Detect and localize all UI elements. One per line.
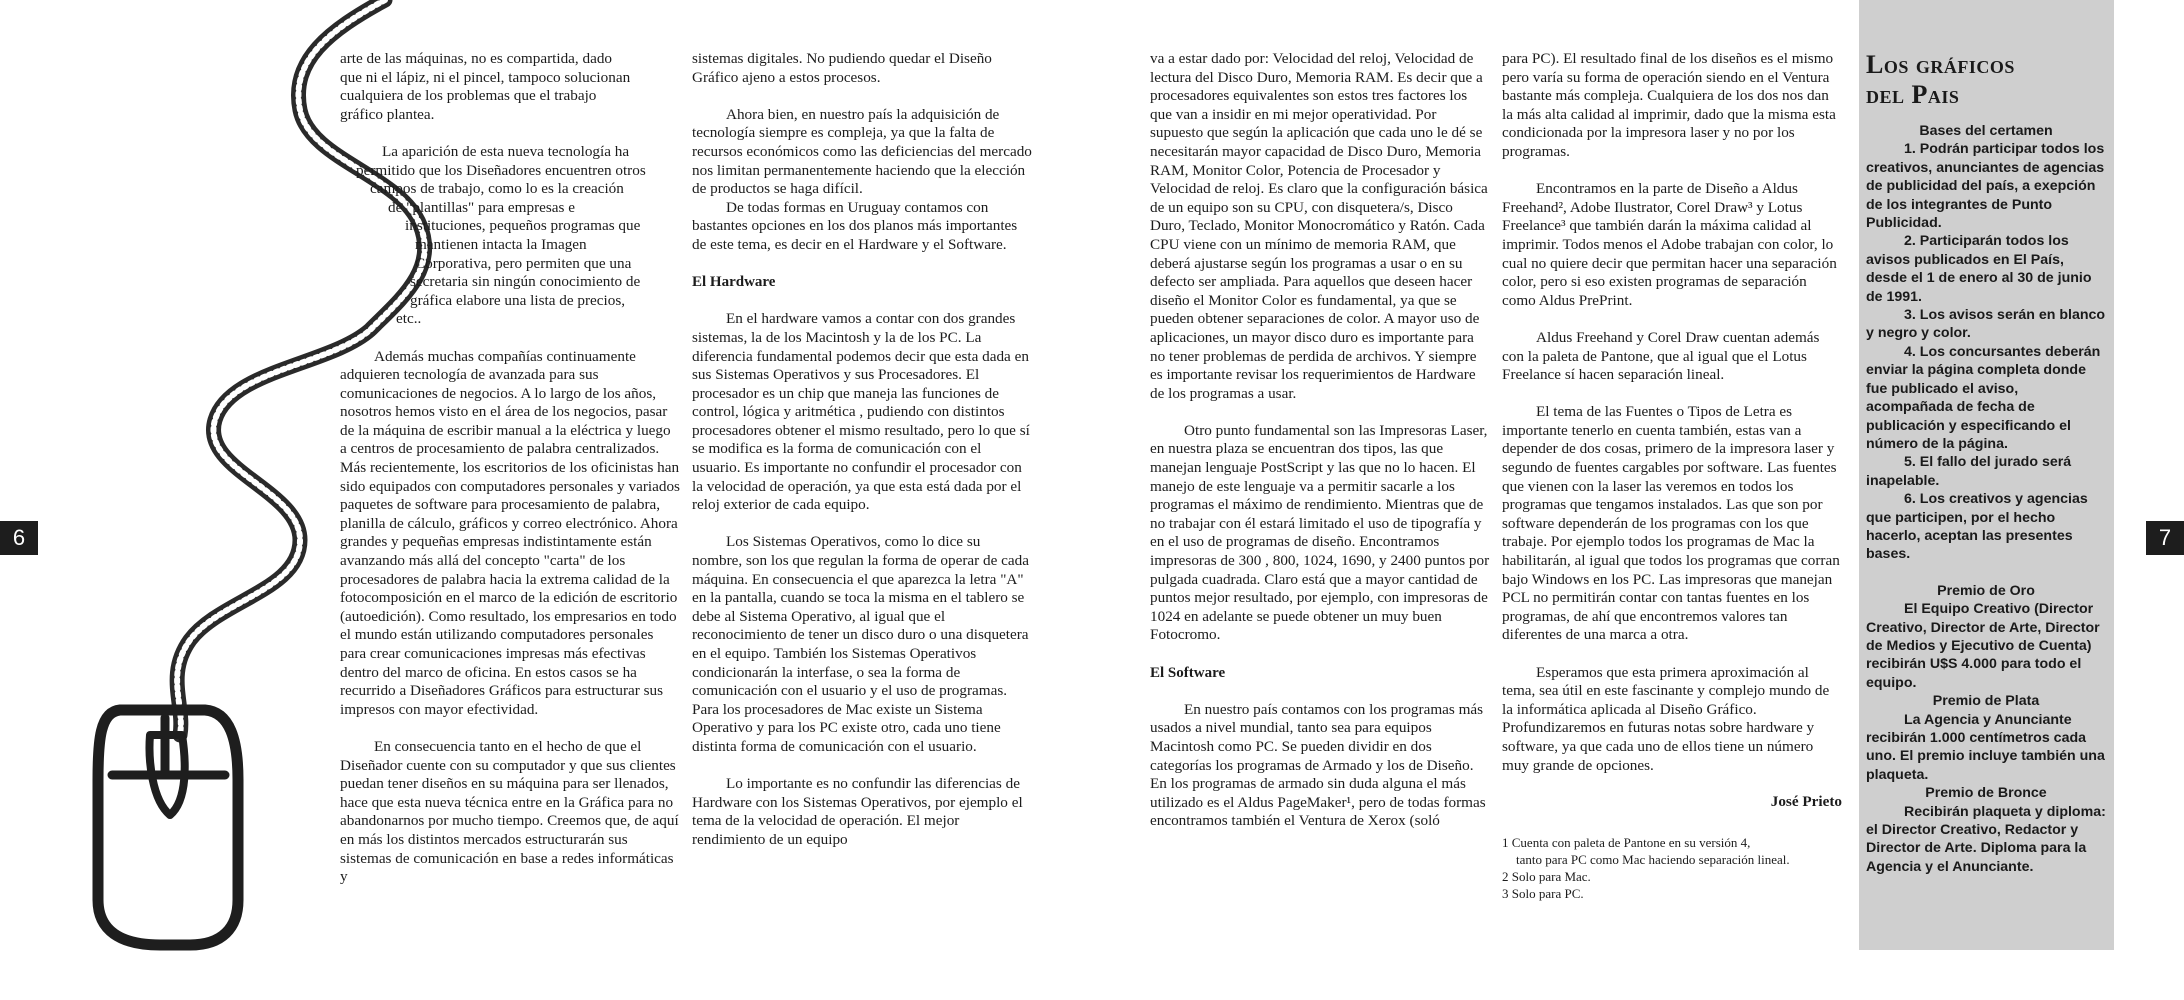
sidebar-title: [1866, 50, 2106, 110]
col2-paragraph-1: sistemas digitales. No pudiendo quedar el Diseño Gráfico ajeno a estos procesos.: [692, 50, 992, 86]
heading-software: El Software: [1150, 664, 1226, 681]
rule-item: 3. Los avisos serán en blanco y negro y color.: [1866, 307, 2106, 342]
wrap-line: campos de trabajo, como lo es la creación: [370, 180, 624, 198]
wrap-line: gráfica elabore una lista de precios,: [410, 291, 626, 309]
col4-paragraph-3: Aldus Freehand y Corel Draw cuentan además con la paleta de Pantone, que al igual que el Lotus Freelance sí hacen separación lineal.: [1502, 328, 1820, 384]
col4-paragraph-5: Esperamos que esta primera aproximación al tema, sea útil en este fascinante y complejo mundo de la informática aplicada al Diseño Gráfico. Profundizaremos en futuras notas sobre hardware y software, ya que cada uno de ellos tiene un número muy grande de opciones.: [1502, 663, 1830, 774]
wrap-line: cualquiera de los problemas que el trabajo: [340, 87, 597, 105]
contest-sidebar: [1859, 0, 2114, 950]
article-column-4: [1502, 50, 1842, 902]
sidebar-title-line-2: del Pais: [1866, 80, 1960, 109]
wrap-line: de "plantillas" para empresas e: [388, 198, 575, 216]
wrap-line: permitido que los Diseñadores encuentren otros: [356, 161, 646, 179]
rule-item: 2. Participarán todos los avisos publicados en El País, desde el 1 de enero al 30 de junio de 1991.: [1866, 233, 2092, 305]
col4-paragraph-2: Encontramos en la parte de Diseño a Aldus Freehand², Adobe Ilustrator, Corel Draw³ y Lotus Freelance³ que también darán la máxima calidad al imprimir. Todos menos el Adobe trabajan con color, lo cual no quiere decir que permitan hacer una separación color, pero si eso existen programas de separación como Aldus PrePrint.: [1502, 180, 1837, 309]
prize-bronze-title: Premio de Bronce: [1925, 785, 2047, 802]
rule-item: 4. Los concursantes deberán enviar la página completa donde fue publicado el aviso, acompañada de fecha de publicación y especificando el número de la página.: [1866, 343, 2101, 452]
col2-paragraph-4: En el hardware vamos a contar con dos grandes sistemas, la de los Macintosh y la de los PC. La diferencia fundamental podemos decir que esta dada en sus Sistemas Operativos y sus Procesadores. El procesador es un chip que maneja las funciones de control, lógica y aritmética , pudiendo con distintos procesadores obtener el mismo resultado, pero lo que sí se modifica es la forma de comunicación con el usuario. Es importante no confundir el procesador con la velocidad de operación, ya que esta está dada por el reloj exterior de cada equipo.: [692, 310, 1030, 514]
wrap-line: Corporativa, pero permiten que una: [415, 254, 632, 272]
article-column-3: [1150, 50, 1490, 831]
rule-item: 6. Los creativos y agencias que participen, por el hecho hacerlo, aceptan las presentes bases.: [1866, 491, 2088, 563]
wrap-line: arte de las máquinas, no es compartida, dado: [340, 50, 613, 67]
rule-item: 1. Podrán participar todos los creativos, anunciantes de agencias de publicidad del país, a exepción de los integrantes de Punto Publicidad.: [1866, 141, 2105, 232]
page-number-left: 6: [0, 521, 38, 555]
sidebar-subtitle: Bases del certamen: [1919, 123, 2053, 139]
col3-paragraph-3: En nuestro país contamos con los programas más usados a nivel mundial, tanto sea para equipos Macintosh como PC. Se pueden dividir en dos categorías los programas de Armado y los de Diseño. En los programas de armado sin duda alguna el más utilizado es el Aldus PageMaker¹, pero de todas formas encontramos también el Ventura de Xerox (soló: [1150, 700, 1486, 830]
wrap-line: La aparición de esta nueva tecnología ha: [382, 142, 630, 160]
prize-bronze-text: Recibirán plaqueta y diploma: el Director Creativo, Redactor y Director de Arte. Diploma para la Agencia y el Anunciante.: [1866, 803, 2106, 875]
col2-paragraph-2: Ahora bien, en nuestro país la adquisición de tecnología siempre es compleja, ya que la falta de recursos económicos como las deficiencias del mercado nos limitan permanentemente haciendo que la elección de productos se haga difícil.: [692, 105, 1032, 198]
footnote: 1 Cuenta con paleta de Pantone en su versión 4,: [1502, 834, 1751, 850]
footnotes: [1502, 834, 1842, 902]
prize-gold-text: El Equipo Creativo (Director Creativo, Director de Arte, Director de Medios y Ejecutivo de Cuenta) recibirán U$S 4.000 para todo el equipo.: [1866, 601, 2100, 691]
prize-gold-title: Premio de Oro: [1937, 582, 2035, 599]
wrap-line: mantienen intacta la Imagen: [415, 235, 587, 253]
wrap-line: que ni el lápiz, ni el pincel, tampoco solucionan: [340, 68, 631, 86]
page-number-right: 7: [2146, 521, 2184, 555]
col1-paragraph-1: [340, 50, 680, 124]
col2-paragraph-5: Los Sistemas Operativos, como lo dice su nombre, son los que regulan la forma de operar de cada máquina. En consecuencia el que aparezca la letra "A" en la pantalla, cuando se toca la misma en el tablero se debe al Sistema Operativo, al igual que el reconocimiento de tener un disco duro o una disquetera en el equipo. También los Sistemas Operativos condicionarán la interfase, o sea la forma de comunicación con el usuario y el uso de programas. Para los procesadores de Mac existe un Sistema Operativo y para los PC existe otro, cada uno tiene distinta forma de comunicación con el usuario.: [692, 533, 1029, 755]
col4-paragraph-4: El tema de las Fuentes o Tipos de Letra es importante tenerlo en cuenta también, estas van a depender de dos cosas, primero de la impresora laser y segundo de fuentes cargables por software. Las fuentes que vienen con la laser las veremos en todos los programas que tengamos instalados. Las que son por software dependerán de los programas con los que trabaje. Por ejemplo todos los programas de Mac la habilitarán, al igual que todos los programas que corran bajo Windows en los PC. Las impresoras que manejan PCL no permitirán contar con tantas fuentes en los programas, de ahí que encontremos valores tan diferentes de una marca a otra.: [1502, 403, 1840, 644]
wrap-line: secretaria sin ningún conocimiento de: [410, 273, 641, 291]
article-column-2: [692, 50, 1032, 850]
rule-item: 5. El fallo del jurado será inapelable.: [1866, 454, 2072, 489]
wrap-line: etc..: [396, 310, 422, 328]
col3-paragraph-2: Otro punto fundamental son las Impresoras Laser, en nuestra plaza se encuentran dos tipos, las que manejan lenguaje PostScript y las que no lo hacen. El manejo de este lenguaje va a permitir sacarle a los programas el máximo de rendimiento. Mientras que de no trabajar con él estará limitado el uso de tipografía y en el uso de programas de diseño. Encontramos impresoras de 300 , 800, 1024, 1690, y 2400 puntos por pulgada cuadrada. Claro está que a mayor cantidad de puntos mejor resultado, por ejemplo, con impresoras de 1024 en adelante se puede obtener un muy buen Fotocromo.: [1150, 421, 1490, 644]
author-signature: José Prieto: [1770, 793, 1842, 811]
col1-paragraph-3: Además muchas compañías continuamente adquieren tecnología de avanzada para sus comunicaciones de negocios. A lo largo de los años, nosotros hemos visto en el área de los negocios, pasar de la máquina de escribir manual a la eléctrica y luego a centros de procesamiento de palabra centralizados. Más recientemente, los escritorios de los oficinistas han sido equipados con computadores personales y variados paquetes de software para procesamiento de palabra, planilla de cálculo, gráficos y correo electrónico. Ahora grandes y pequeñas empresas indistintamente están avanzando más allá del concepto "carta" de los procesadores de palabra hacia la extrema calidad de la fotocomposición en el marco de la edición de escritorio (autoedición). Como resultado, los empresarios en todo el mundo están utilizando computadores personales para crear comunicaciones impresas más efectivas dentro del marco de oficina. En estos casos se ha recurrido a Diseñadores Gráficos para estructurar sus impresos con mayor efectividad.: [340, 347, 680, 718]
footnote: 2 Solo para Mac.: [1502, 868, 1591, 884]
footnote: 3 Solo para PC.: [1502, 885, 1584, 901]
col1-paragraph-2: [340, 143, 680, 329]
col1-paragraph-4: En consecuencia tanto en el hecho de que el Diseñador cuente con su computador y que sus clientes puedan tener diseños en su máquina para ser llenados, hace que esta nueva técnica entre en la Gráfica para no abandonarnos por mucho tiempo. Creemos que, de aquí en más los distintos mercados estructurarán sus sistemas de comunicación en base a redes informáticas y: [340, 737, 679, 886]
col4-paragraph-1: para PC). El resultado final de los diseños es el mismo pero varía su forma de operación siendo en el Ventura bastante más compleja. Cualquiera de los dos nos dan la más alta calidad al imprimir, dado que la misma esta condicionada por la impresora laser y no por los programas.: [1502, 50, 1836, 160]
sidebar-title-line-1: Los gráficos: [1866, 50, 2015, 79]
heading-hardware: El Hardware: [692, 274, 776, 291]
article-column-1: [340, 50, 680, 887]
footnote-continuation: tanto para PC como Mac haciendo separación lineal.: [1516, 851, 1790, 867]
prize-silver-title: Premio de Plata: [1932, 693, 2040, 710]
mouse-buttons: [112, 718, 225, 775]
wrap-line: gráfico plantea.: [340, 105, 435, 123]
prize-silver-text: La Agencia y Anunciante recibirán 1.000 centímetros cada uno. El premio incluye también una plaqueta.: [1866, 711, 2105, 783]
col3-paragraph-1: va a estar dado por: Velocidad del reloj, Velocidad de lectura del Disco Duro, Memoria RAM. Es decir que a procesadores equivalentes son estos tres factores los que van a insidir en mi mejor operatividad. Por supuesto que según la aplicación que cada uno le dé se necesitarán mayor capacidad de Disco Duro, Memoria RAM, Monitor Color, Potencia de Procesador y Velocidad de reloj. Es claro que la configuración básica de un equipo son su CPU, con disquetera/s, Disco Duro, Teclado, Monitor Monocromático y Ratón. Cada CPU viene con un mínimo de memoria RAM, que deberá ajustarse según los programas a usar o en su defecto ser ampliada. Para aquellos que deseen hacer diseño el Monitor Color es fundamental, ya que se pueden obtener separaciones de color. A mayor uso de aplicaciones, un mayor disco duro es importante para no tener problemas de perdida de archivos. Y siempre es importante revisar los requerimientos de Hardware de los programas a usar.: [1150, 50, 1488, 402]
col2-paragraph-6: Lo importante es no confundir las diferencias de Hardware con los Sistemas Operativos, por ejemplo el tema de la velocidad de operación. El mejor rendimiento de un equipo: [692, 775, 1023, 848]
col2-paragraph-3: De todas formas en Uruguay contamos con bastantes opciones en los dos planos más importantes de este tema, es decir en el Hardware y el Software.: [692, 198, 1018, 253]
wrap-line: instituciones, pequeños programas que: [405, 217, 641, 235]
